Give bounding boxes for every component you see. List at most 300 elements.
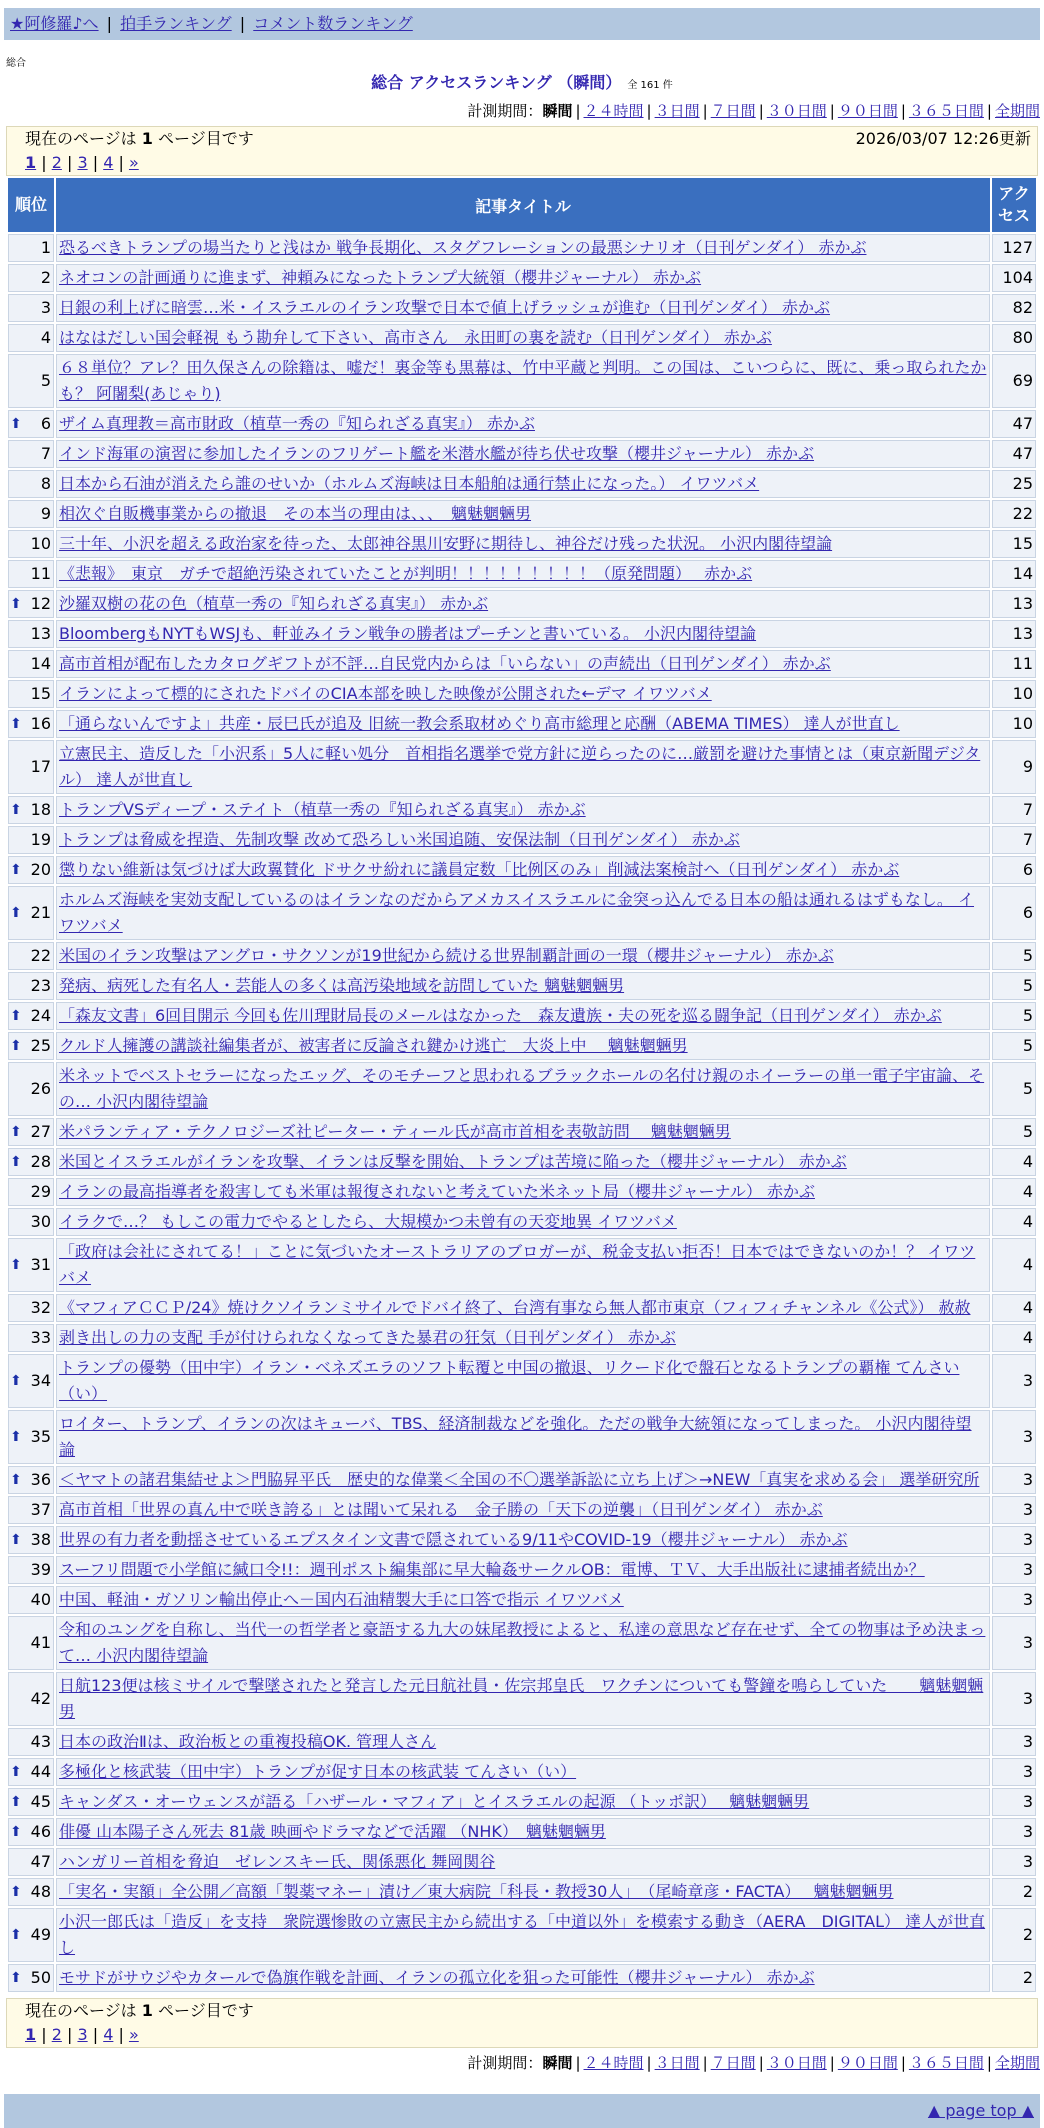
- rank-cell: [8, 1964, 54, 1992]
- rank-number: 13: [30, 624, 51, 643]
- table-row: [8, 1002, 1036, 1030]
- rank-number: 5: [40, 371, 51, 390]
- access-count: 3: [992, 1410, 1036, 1464]
- rank-number: 7: [40, 444, 51, 463]
- nav-separator: |: [106, 14, 113, 33]
- access-count: 7: [992, 826, 1036, 854]
- period-separator: |: [829, 102, 835, 120]
- access-count: 3: [992, 1556, 1036, 1584]
- table-row: [8, 1616, 1036, 1670]
- title-cell: [56, 1324, 990, 1352]
- rank-header: 順位: [8, 178, 54, 232]
- access-count: 2: [992, 1908, 1036, 1962]
- period-link[interactable]: ３日間: [654, 102, 700, 120]
- access-count: 3: [992, 1586, 1036, 1614]
- article-link[interactable]: 「森友文書」6回目開示 今回も佐川理財局長のメールはなかった 森友遺族・夫の死を巡る闘争記（日刊ゲンダイ） 赤かぶ: [59, 1006, 942, 1025]
- title-cell: [56, 680, 990, 708]
- article-link[interactable]: 米パランティア・テクノロジーズ社ピーター・ティール氏が高市首相を表敬訪問 魑魅魍魎男: [59, 1122, 731, 1141]
- rank-number: 34: [30, 1371, 51, 1390]
- access-count: 3: [992, 1354, 1036, 1408]
- rank-number: 38: [30, 1530, 51, 1549]
- period-separator: |: [829, 2054, 835, 2072]
- pager-current[interactable]: 1: [25, 2025, 37, 2044]
- bottom-bar: [4, 2094, 1040, 2128]
- article-link[interactable]: トランプの優勢（田中宇）イラン・ベネズエラのソフト転覆と中国の撤退、リクード化で盤石となるトランプの覇権 てんさい（い）: [59, 1358, 960, 1403]
- rank-number: 25: [30, 1036, 51, 1055]
- access-count: 4: [992, 1208, 1036, 1236]
- access-count: 5: [992, 972, 1036, 1000]
- period-current: 瞬間: [542, 2054, 573, 2072]
- rank-number: 46: [30, 1822, 51, 1841]
- title-cell: [56, 1208, 990, 1236]
- article-link[interactable]: 日銀の利上げに暗雲…米・イスラエルのイラン攻撃で日本で値上げラッシュが進む（日刊ゲンダイ） 赤かぶ: [59, 298, 831, 317]
- title-cell: [56, 234, 990, 262]
- title-cell: [56, 796, 990, 824]
- rank-cell: [8, 1002, 54, 1030]
- access-count: 3: [992, 1466, 1036, 1494]
- rank-number: 1: [40, 238, 51, 257]
- article-link[interactable]: 俳優 山本陽子さん死去 81歳 映画やドラマなどで活躍 （NHK） 魑魅魍魎男: [59, 1822, 606, 1841]
- rank-cell: [8, 1354, 54, 1408]
- pager-link[interactable]: 2: [51, 2025, 62, 2044]
- table-row: [8, 856, 1036, 884]
- rank-number: 14: [30, 654, 51, 673]
- page-info-row: [25, 127, 1031, 151]
- table-row: [8, 1672, 1036, 1726]
- pager-next[interactable]: »: [128, 2025, 139, 2044]
- period-link[interactable]: ３６５日間: [908, 102, 984, 120]
- article-link[interactable]: 高市首相が配布したカタログギフトが不評…自民党内からは「いらない」の声続出（日刊ゲンダイ） 赤かぶ: [59, 654, 831, 673]
- title-cell: [56, 1672, 990, 1726]
- table-row: [8, 886, 1036, 940]
- title-cell: [56, 1032, 990, 1060]
- page-number: 1: [141, 2001, 153, 2020]
- rank-number: 9: [40, 504, 51, 523]
- access-count: 4: [992, 1324, 1036, 1352]
- up-arrow-icon: ⬆: [10, 1257, 22, 1273]
- article-link[interactable]: ロイター、トランプ、イランの次はキューバ、TBS、経済制裁などを強化。ただの戦争大統領になってしまった。 小沢内閣待望論: [59, 1414, 972, 1459]
- article-link[interactable]: 懲りない維新は気づけば大政翼賛化 ドサクサ紛れに議員定数「比例区のみ」削減法案検討へ（日刊ゲンダイ） 赤かぶ: [59, 860, 900, 879]
- rank-number: 10: [30, 534, 51, 553]
- article-link[interactable]: ネオコンの計画通りに進まず、神頼みになったトランプ大統領（櫻井ジャーナル） 赤かぶ: [59, 268, 702, 287]
- rank-cell: [8, 1178, 54, 1206]
- table-row: [8, 796, 1036, 824]
- rank-number: 18: [30, 800, 51, 819]
- table-row: [8, 1466, 1036, 1494]
- article-link[interactable]: はなはだしい国会軽視 もう勘弁して下さい、高市さん 永田町の裏を読む（日刊ゲンダイ） 赤かぶ: [59, 328, 772, 347]
- title-cell: [56, 1148, 990, 1176]
- rank-number: 35: [30, 1427, 51, 1446]
- rank-number: 3: [40, 298, 51, 317]
- up-arrow-icon: ⬆: [10, 1038, 22, 1054]
- period-link[interactable]: ７日間: [710, 102, 756, 120]
- table-row: [8, 1788, 1036, 1816]
- period-separator: |: [986, 102, 992, 120]
- period-separator: |: [900, 102, 906, 120]
- article-link[interactable]: 令和のユングを自称し、当代一の哲学者と豪語する九大の妹尾教授によると、私達の意思など存在せず、全ての物事は予め決まって… 小沢内閣待望論: [59, 1620, 986, 1665]
- access-count: 22: [992, 500, 1036, 528]
- article-link[interactable]: クルド人擁護の講談社編集者が、被害者に反論され鍵かけ逃亡 大炎上中 魑魅魍魎男: [59, 1036, 688, 1055]
- rank-cell: [8, 560, 54, 588]
- comment-ranking-link[interactable]: コメント数ランキング: [253, 14, 413, 33]
- rank-cell: [8, 440, 54, 468]
- table-row: [8, 1878, 1036, 1906]
- table-row: [8, 530, 1036, 558]
- article-link[interactable]: 米国のイラン攻撃はアングロ・サクソンが19世紀から続ける世界制覇計画の一環（櫻井ジャーナル） 赤かぶ: [59, 946, 834, 965]
- table-row: [8, 1728, 1036, 1756]
- access-count: 14: [992, 560, 1036, 588]
- table-row: [8, 1908, 1036, 1962]
- up-arrow-icon: ⬆: [10, 1373, 22, 1389]
- table-row: [8, 1062, 1036, 1116]
- up-arrow-icon: ⬆: [10, 1794, 22, 1810]
- page-title: [4, 73, 1040, 96]
- access-count: 6: [992, 856, 1036, 884]
- article-link[interactable]: 日本から石油が消えたら誰のせいか（ホルムズ海峡は日本船舶は通行禁止になった。） イワツバメ: [59, 474, 760, 493]
- rank-cell: [8, 1818, 54, 1846]
- table-row: [8, 440, 1036, 468]
- period-label: 計測期間：: [467, 102, 543, 120]
- period-link[interactable]: ２４時間: [583, 102, 644, 120]
- title-cell: [56, 1556, 990, 1584]
- article-link[interactable]: 米国とイスラエルがイランを攻撃、イランは反撃を開始、トランプは苦境に陥った（櫻井ジャーナル） 赤かぶ: [59, 1152, 847, 1171]
- access-count: 3: [992, 1672, 1036, 1726]
- article-link[interactable]: 恐るべきトランプの場当たりと浅はか 戦争長期化、スタグフレーションの最悪シナリオ（日刊ゲンダイ） 赤かぶ: [59, 238, 867, 257]
- table-header-row: [8, 178, 1036, 232]
- up-arrow-icon: ⬆: [10, 1429, 22, 1445]
- rank-cell: [8, 1878, 54, 1906]
- rank-cell: [8, 1294, 54, 1322]
- period-link[interactable]: ２４時間: [583, 2054, 644, 2072]
- period-separator: |: [986, 2054, 992, 2072]
- rank-cell: [8, 826, 54, 854]
- article-link[interactable]: 高市首相「世界の真ん中で咲き誇る」とは聞いて呆れる 金子勝の「天下の逆襲」（日刊ゲンダイ） 赤かぶ: [59, 1500, 823, 1519]
- title-cell: [56, 1878, 990, 1906]
- rank-number: 23: [30, 976, 51, 995]
- table-row: [8, 324, 1036, 352]
- access-count: 47: [992, 440, 1036, 468]
- rank-cell: [8, 1466, 54, 1494]
- up-arrow-icon: ⬆: [10, 802, 22, 818]
- rank-number: 37: [30, 1500, 51, 1519]
- article-link[interactable]: 日航123便は核ミサイルで撃墜されたと発言した元日航社員・佐宗邦皇氏 ワクチンについても警鐘を鳴らしていた 魑魅魍魎男: [59, 1676, 984, 1721]
- access-count: 6: [992, 886, 1036, 940]
- up-arrow-icon: ⬆: [10, 1532, 22, 1548]
- pager-next[interactable]: »: [128, 153, 139, 172]
- rank-number: 32: [30, 1298, 51, 1317]
- article-link[interactable]: イラクで…？ もしこの電力でやるとしたら、大規模かつ未曾有の天変地異 イワツバメ: [59, 1212, 677, 1231]
- rank-cell: [8, 1586, 54, 1614]
- rank-cell: [8, 324, 54, 352]
- rank-number: 47: [30, 1852, 51, 1871]
- rank-cell: [8, 972, 54, 1000]
- article-link[interactable]: 沙羅双樹の花の色（植草一秀の『知られざる真実』） 赤かぶ: [59, 594, 489, 613]
- access-count: 82: [992, 294, 1036, 322]
- period-link[interactable]: ３０日間: [766, 102, 827, 120]
- access-count: 9: [992, 740, 1036, 794]
- rank-number: 12: [30, 594, 51, 613]
- table-row: [8, 1354, 1036, 1408]
- rank-number: 49: [30, 1925, 51, 1944]
- access-count: 3: [992, 1616, 1036, 1670]
- rank-cell: [8, 1148, 54, 1176]
- pager-current[interactable]: 1: [25, 153, 37, 172]
- title-cell: [56, 1354, 990, 1408]
- table-row: [8, 1118, 1036, 1146]
- rank-cell: [8, 1526, 54, 1554]
- article-link[interactable]: BloombergもNYTもWSJも、軒並みイラン戦争の勝者はプーチンと書いている。 小沢内閣待望論: [59, 624, 757, 643]
- access-count: 104: [992, 264, 1036, 292]
- period-link[interactable]: ９０日間: [837, 102, 898, 120]
- title-cell: [56, 1178, 990, 1206]
- rank-cell: [8, 1672, 54, 1726]
- access-count: 13: [992, 620, 1036, 648]
- rank-cell: [8, 294, 54, 322]
- title-cell: [56, 590, 990, 618]
- page-info-box: [6, 126, 1038, 176]
- title-cell: [56, 294, 990, 322]
- up-arrow-icon: ⬆: [10, 1008, 22, 1024]
- period-separator: |: [702, 102, 708, 120]
- item-count: 全 161 件: [627, 80, 673, 91]
- article-link[interactable]: 日本の政治Ⅱは、政治板との重複投稿OK. 管理人さん: [59, 1732, 437, 1751]
- title-cell: [56, 500, 990, 528]
- rank-cell: [8, 740, 54, 794]
- table-row: [8, 1758, 1036, 1786]
- rank-number: 44: [30, 1762, 51, 1781]
- table-row: [8, 1208, 1036, 1236]
- rank-number: 28: [30, 1152, 51, 1171]
- up-arrow-icon: ⬆: [10, 1824, 22, 1840]
- table-row: [8, 264, 1036, 292]
- article-link[interactable]: ６８単位？アレ？田久保さんの除籍は、嘘だ！裏金等も黒幕は、竹中平蔵と判明。この国は、こいつらに、既に、乗っ取られたかも？ 阿闍梨(あじゃり): [59, 358, 987, 403]
- article-link[interactable]: 三十年、小沢を超える政治家を待った、太郎神谷黒川安野に期待し、神谷だけ残った状況。 小沢内閣待望論: [59, 534, 833, 553]
- period-selector: [4, 100, 1040, 122]
- rank-cell: [8, 1238, 54, 1292]
- rank-cell: [8, 1758, 54, 1786]
- title-cell: [56, 1964, 990, 1992]
- article-link[interactable]: インド海軍の演習に参加したイランのフリゲート艦を米潜水艦が待ち伏せ攻撃（櫻井ジャーナル） 赤かぶ: [59, 444, 815, 463]
- access-count: 5: [992, 1118, 1036, 1146]
- title-cell: [56, 1496, 990, 1524]
- access-count: 2: [992, 1964, 1036, 1992]
- title-cell: [56, 470, 990, 498]
- period-link[interactable]: ３０日間: [766, 2054, 827, 2072]
- article-link[interactable]: ＜ヤマトの諸君集結せよ＞門脇昇平氏 歴史的な偉業＜全国の不〇選挙訴訟に立ち上げ＞→NEW「真実を求める会」 選挙研究所: [59, 1470, 980, 1489]
- period-link[interactable]: ３６５日間: [908, 2054, 984, 2072]
- table-row: [8, 1294, 1036, 1322]
- article-link[interactable]: イランによって標的にされたドバイのCIA本部を映した映像が公開された←デマ イワツバメ: [59, 684, 712, 703]
- access-count: 3: [992, 1526, 1036, 1554]
- rank-number: 36: [30, 1470, 51, 1489]
- article-link[interactable]: 「政府は会社にされてる！」ことに気づいたオーストラリアのブロガーが、税金支払い拒否！日本ではできないのか！？ イワツバメ: [59, 1242, 976, 1287]
- table-row: [8, 710, 1036, 738]
- rank-number: 11: [30, 564, 51, 583]
- article-link[interactable]: ハンガリー首相を脅迫 ゼレンスキー氏、関係悪化 舞岡関谷: [59, 1852, 496, 1871]
- access-count: 127: [992, 234, 1036, 262]
- up-arrow-icon: ⬆: [10, 1124, 22, 1140]
- rank-cell: [8, 530, 54, 558]
- table-row: [8, 294, 1036, 322]
- rank-cell: [8, 1496, 54, 1524]
- period-link[interactable]: ７日間: [710, 2054, 756, 2072]
- title-cell: [56, 1788, 990, 1816]
- rank-cell: [8, 590, 54, 618]
- access-count: 5: [992, 1002, 1036, 1030]
- article-link[interactable]: 《悲報》 東京 ガチで超絶汚染されていたことが判明！！！！！！！！！（原発問題） 赤かぶ: [59, 564, 753, 583]
- rank-number: 40: [30, 1590, 51, 1609]
- home-link[interactable]: ★阿修羅♪へ: [10, 14, 99, 33]
- title-cell: [56, 560, 990, 588]
- title-header: 記事タイトル: [56, 178, 990, 232]
- table-row: [8, 620, 1036, 648]
- article-link[interactable]: 世界の有力者を動揺させているエプスタイン文書で隠されている9/11やCOVID-19（櫻井ジャーナル） 赤かぶ: [59, 1530, 848, 1549]
- table-row: [8, 1964, 1036, 1992]
- up-arrow-icon: ⬆: [10, 862, 22, 878]
- rank-number: 30: [30, 1212, 51, 1231]
- article-link[interactable]: トランプVSディープ・ステイト（植草一秀の『知られざる真実』） 赤かぶ: [59, 800, 586, 819]
- table-row: [8, 1526, 1036, 1554]
- ranking-rows: [8, 234, 1036, 1992]
- title-cell: [56, 1466, 990, 1494]
- article-link[interactable]: 相次ぐ自販機事業からの撤退 その本当の理由は、、、 魑魅魍魎男: [59, 504, 532, 523]
- article-link[interactable]: ザイム真理教＝高市財政（植草一秀の『知られざる真実』） 赤かぶ: [59, 414, 535, 433]
- table-row: [8, 590, 1036, 618]
- table-row: [8, 1410, 1036, 1464]
- table-row: [8, 354, 1036, 408]
- page-top-link[interactable]: ▲ page top ▲: [927, 2101, 1034, 2120]
- table-row: [8, 560, 1036, 588]
- rank-number: 17: [30, 757, 51, 776]
- pager-link[interactable]: 4: [103, 153, 114, 172]
- rank-cell: [8, 650, 54, 678]
- rank-number: 31: [30, 1255, 51, 1274]
- title-cell: [56, 1616, 990, 1670]
- title-cell: [56, 972, 990, 1000]
- period-link[interactable]: 全期間: [994, 102, 1040, 120]
- article-link[interactable]: 「通らないんですよ」共産・辰巳氏が追及 旧統一教会系取材めぐり高市総理と応酬（ABEMA TIMES） 達人が世直し: [59, 714, 900, 733]
- article-link[interactable]: 《マフィアＣＣＰ/24》焼けクソイランミサイルでドバイ終了、台湾有事なら無人都市東京（フィフィチャンネル《公式》） 赦赦: [59, 1298, 971, 1317]
- table-row: [8, 1848, 1036, 1876]
- pager-link[interactable]: 3: [77, 2025, 88, 2044]
- rank-cell: [8, 942, 54, 970]
- page-info-row: [25, 1999, 1031, 2023]
- table-row: [8, 1586, 1036, 1614]
- article-link[interactable]: 多極化と核武装（田中宇）トランプが促す日本の核武装 てんさい（い）: [59, 1762, 577, 1781]
- pager-link[interactable]: 2: [51, 153, 62, 172]
- rank-number: 21: [30, 903, 51, 922]
- pager-link[interactable]: 3: [77, 153, 88, 172]
- rank-cell: [8, 1118, 54, 1146]
- access-count: 3: [992, 1788, 1036, 1816]
- period-selector-bottom: [4, 2052, 1040, 2074]
- title-cell: [56, 1848, 990, 1876]
- article-link[interactable]: 「実名・実額」全公開／高額「製薬マネー」漬け／東大病院「科長・教授30人」 （尾崎章彦・FACTA） 魑魅魍魎男: [59, 1882, 894, 1901]
- up-arrow-icon: ⬆: [10, 1927, 22, 1943]
- access-count: 4: [992, 1178, 1036, 1206]
- rank-cell: [8, 264, 54, 292]
- article-link[interactable]: キャンダス・オーウェンスが語る「ハザール・マフィア」とイスラエルの起源 （トッポ訳） 魑魅魍魎男: [59, 1792, 810, 1811]
- rank-cell: [8, 680, 54, 708]
- table-row: [8, 942, 1036, 970]
- article-link[interactable]: 立憲民主、造反した「小沢系」5人に軽い処分 首相指名選挙で党方針に逆らったのに…厳罰を避けた事情とは（東京新聞デジタル） 達人が世直し: [59, 744, 981, 789]
- title-cell: [56, 942, 990, 970]
- top-nav: [4, 8, 1040, 40]
- article-link[interactable]: 小沢一郎氏は「造反」を支持 衆院選惨敗の立憲民主から続出する「中道以外」を模索する動き（AERA DIGITAL） 達人が世直し: [59, 1912, 986, 1957]
- period-current: 瞬間: [542, 102, 573, 120]
- rank-number: 4: [40, 328, 51, 347]
- period-separator: |: [758, 2054, 764, 2072]
- access-header: アクセス: [992, 178, 1036, 232]
- period-separator: |: [758, 102, 764, 120]
- table-row: [8, 1496, 1036, 1524]
- access-count: 3: [992, 1728, 1036, 1756]
- article-link[interactable]: ホルムズ海峡を実効支配しているのはイランなのだからアメカスイスラエルに金突っ込んでる日本の船は通れるはずもなし。 イワツバメ: [59, 890, 975, 935]
- period-separator: |: [575, 102, 581, 120]
- period-link[interactable]: ９０日間: [837, 2054, 898, 2072]
- article-link[interactable]: 発病、病死した有名人・芸能人の多くは高汚染地域を訪問していた 魑魅魍魎男: [59, 976, 625, 995]
- pager: 1 | 2 | 3 | 4 | »: [25, 2025, 139, 2044]
- article-link[interactable]: 米ネットでベストセラーになったエッグ、そのモチーフと思われるブラックホールの名付け親のホイーラーの単一電子宇宙論、その… 小沢内閣待望論: [59, 1066, 985, 1111]
- title-cell: [56, 650, 990, 678]
- table-row: [8, 1148, 1036, 1176]
- updated-time: 2026/03/07 12:26更新: [855, 129, 1031, 148]
- title-cell: [56, 1818, 990, 1846]
- title-cell: [56, 856, 990, 884]
- title-cell: [56, 1728, 990, 1756]
- rank-number: 42: [30, 1689, 51, 1708]
- rank-number: 45: [30, 1792, 51, 1811]
- pager: 1 | 2 | 3 | 4 | »: [25, 153, 139, 172]
- rank-number: 20: [30, 860, 51, 879]
- article-link[interactable]: 中国、軽油・ガソリン輸出停止へ－国内石油精製大手に口答で指示 イワツバメ: [59, 1590, 624, 1609]
- table-row: [8, 740, 1036, 794]
- rank-number: 22: [30, 946, 51, 965]
- rank-cell: [8, 796, 54, 824]
- period-separator: |: [900, 2054, 906, 2072]
- access-count: 7: [992, 796, 1036, 824]
- table-row: [8, 500, 1036, 528]
- access-count: 5: [992, 1032, 1036, 1060]
- access-count: 10: [992, 710, 1036, 738]
- rank-cell: [8, 234, 54, 262]
- article-link[interactable]: モサドがサウジやカタールで偽旗作戦を計画、イランの孤立化を狙った可能性（櫻井ジャーナル） 赤かぶ: [59, 1968, 815, 1987]
- pager-link[interactable]: 4: [103, 2025, 114, 2044]
- table-row: [8, 1818, 1036, 1846]
- access-count: 5: [992, 1062, 1036, 1116]
- nav-separator: |: [239, 14, 246, 33]
- table-row: [8, 234, 1036, 262]
- rank-cell: [8, 354, 54, 408]
- title-cell: [56, 264, 990, 292]
- table-row: [8, 826, 1036, 854]
- period-link[interactable]: 全期間: [994, 2054, 1040, 2072]
- up-arrow-icon: ⬆: [10, 596, 22, 612]
- up-arrow-icon: ⬆: [10, 716, 22, 732]
- article-link[interactable]: 剥き出しの力の支配 手が付けられなくなってきた暴君の狂気（日刊ゲンダイ） 赤かぶ: [59, 1328, 676, 1347]
- article-link[interactable]: トランプは脅威を捏造、先制攻撃 改めて恐ろしい米国追随、安保法制（日刊ゲンダイ） 赤かぶ: [59, 830, 740, 849]
- article-link[interactable]: イランの最高指導者を殺害しても米軍は報復されないと考えていた米ネット局（櫻井ジャーナル） 赤かぶ: [59, 1182, 815, 1201]
- period-link[interactable]: ３日間: [654, 2054, 700, 2072]
- article-link[interactable]: スーフリ問題で小学館に緘口令!!：週刊ポスト編集部に早大輪姦サークルOB：電博、ＴＶ、大手出版社に逮捕者続出か？: [59, 1560, 925, 1579]
- clap-ranking-link[interactable]: 拍手ランキング: [120, 14, 232, 33]
- rank-number: 26: [30, 1079, 51, 1098]
- rank-cell: [8, 710, 54, 738]
- up-arrow-icon: ⬆: [10, 1764, 22, 1780]
- rank-cell: [8, 470, 54, 498]
- page-number: 1: [141, 129, 153, 148]
- title-cell: [56, 1758, 990, 1786]
